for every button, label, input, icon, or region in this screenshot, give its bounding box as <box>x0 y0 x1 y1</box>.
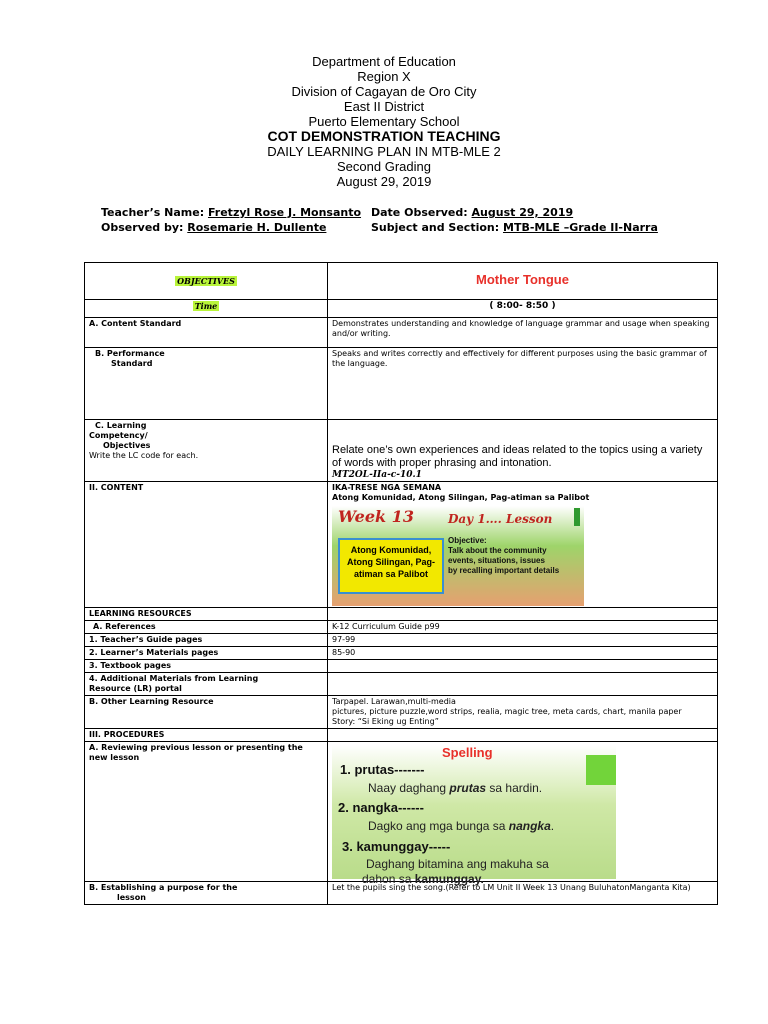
teacher-name-line <box>101 206 361 219</box>
observed-by-line <box>101 221 326 234</box>
objectives-header: OBJECTIVES <box>177 275 235 286</box>
competency-note: Write the LC code for each. <box>89 451 199 460</box>
performance-label: B. Performance <box>95 349 165 358</box>
table-row <box>85 634 718 647</box>
table-row <box>85 318 718 348</box>
purpose-label-2: lesson <box>117 893 146 902</box>
additional-materials-label-2: Resource (LR) portal <box>89 684 182 693</box>
other-resource-line: Story: “Si Eking ug Enting” <box>332 717 439 726</box>
purpose-text: Let the pupils sing the song.(Refer to LM Unit II Week 13 Unang BuluhatonManganta Kita) <box>328 882 718 905</box>
table-row <box>85 647 718 660</box>
spelling-sentence-3b: dahon sa kamunggay. <box>362 872 484 886</box>
table-row <box>85 420 718 482</box>
other-resource-label: B. Other Learning Resource <box>85 696 328 729</box>
spelling-title: Spelling <box>442 745 493 760</box>
time-label: Time <box>194 301 218 311</box>
date-observed-line <box>371 206 573 219</box>
header-line-school: Puerto Elementary School <box>308 114 460 129</box>
document-subtitle: DAILY LEARNING PLAN IN MTB-MLE 2 <box>267 144 501 159</box>
procedures-label: III. PROCEDURES <box>85 729 328 742</box>
additional-materials-label: 4. Additional Materials from Learning <box>89 674 259 683</box>
teacher-value: Fretzyl Rose J. Monsanto <box>207 206 362 219</box>
subject-header: Mother Tongue <box>476 272 569 287</box>
observed-value: Rosemarie H. Dullente <box>187 221 327 234</box>
other-resource-line: Tarpapel. Larawan,multi-media <box>332 697 456 706</box>
table-row <box>85 348 718 420</box>
content-label: II. CONTENT <box>85 482 328 608</box>
table-row <box>85 608 718 621</box>
textbook-label: 3. Textbook pages <box>85 660 328 673</box>
lesson-plan-table <box>84 262 718 905</box>
reviewing-label: A. Reviewing previous lesson or presenting the new lesson <box>85 742 328 882</box>
teachers-guide-label: 1. Teacher’s Guide pages <box>85 634 328 647</box>
performance-label-2: Standard <box>111 359 153 368</box>
date-value: August 29, 2019 <box>471 206 574 219</box>
banner-objective-line: by recalling important details <box>448 566 560 575</box>
competency-label-2: Competency/ <box>89 431 148 440</box>
banner-topic-box: Atong Komunidad, Atong Silingan, Pag-atiman sa Palibot <box>338 538 444 594</box>
grading-period: Second Grading <box>337 159 431 174</box>
date-label: Date Observed: <box>371 206 468 219</box>
week-banner-image <box>332 506 584 606</box>
teachers-guide-value: 97-99 <box>328 634 718 647</box>
spelling-green-square <box>586 755 616 785</box>
performance-text: Speaks and writes correctly and effectively for different purposes using the basic grammar of the language. <box>328 348 718 420</box>
spelling-word-3: 3. kamunggay----- <box>342 839 451 854</box>
spelling-word-2: 2. nangka------ <box>338 800 424 815</box>
competency-label: C. Learning <box>95 421 147 430</box>
observed-label: Observed by: <box>101 221 184 234</box>
subject-section-line <box>371 221 658 234</box>
teacher-label: Teacher’s Name: <box>101 206 205 219</box>
other-resource-line: pictures, picture puzzle,word strips, realia, magic tree, meta cards, chart, manila paper <box>332 707 682 716</box>
references-value: K-12 Curriculum Guide p99 <box>328 621 718 634</box>
content-topic: Atong Komunidad, Atong Silingan, Pag-atiman sa Palibot <box>332 493 590 502</box>
table-row <box>85 621 718 634</box>
competency-code: MT2OL-IIa-c-10.1 <box>332 470 422 480</box>
banner-objective-line: Talk about the community <box>448 546 547 555</box>
banner-week: Week 13 <box>338 507 414 526</box>
header-line-division: Division of Cagayan de Oro City <box>291 84 477 99</box>
document-header <box>0 54 768 189</box>
spelling-word-1: 1. prutas------- <box>340 762 425 777</box>
learners-materials-value: 85-90 <box>328 647 718 660</box>
header-line-dept: Department of Education <box>312 54 456 69</box>
table-row <box>85 729 718 742</box>
spelling-image <box>332 745 616 886</box>
table-row <box>85 300 718 318</box>
document-title: COT DEMONSTRATION TEACHING <box>267 128 501 144</box>
content-week: IKA-TRESE NGA SEMANA <box>332 483 442 492</box>
table-row <box>85 696 718 729</box>
resources-label: LEARNING RESOURCES <box>85 608 328 621</box>
subject-label: Subject and Section: <box>371 221 500 234</box>
banner-green-marker <box>574 508 580 526</box>
table-row <box>85 742 718 882</box>
banner-objective-line: events, situations, issues <box>448 556 545 565</box>
banner-objective-label: Objective: <box>448 536 487 545</box>
content-standard-text: Demonstrates understanding and knowledge of language grammar and usage when speaking and/or writing. <box>328 318 718 348</box>
learners-materials-label: 2. Learner’s Materials pages <box>85 647 328 660</box>
header-line-region: Region X <box>357 69 411 84</box>
spelling-sentence-1: Naay daghang prutas sa hardin. <box>368 781 543 795</box>
competency-text: Relate one’s own experiences and ideas related to the topics using a variety of words with proper phrasing and intonation. <box>332 444 703 469</box>
document-date: August 29, 2019 <box>336 174 432 189</box>
content-standard-label: A. Content Standard <box>85 318 328 348</box>
table-row <box>85 673 718 696</box>
banner-day: Day 1…. Lesson <box>448 512 553 526</box>
header-line-district: East II District <box>343 99 425 114</box>
subject-value: MTB-MLE –Grade II-Narra <box>503 221 658 234</box>
spelling-sentence-3: Daghang bitamina ang makuha sa <box>366 857 549 871</box>
table-row <box>85 660 718 673</box>
banner-objective <box>448 536 559 576</box>
references-label: A. References <box>85 621 328 634</box>
purpose-label: B. Establishing a purpose for the <box>89 883 238 892</box>
table-row <box>85 263 718 300</box>
competency-label-3: Objectives <box>103 441 151 450</box>
table-row <box>85 482 718 608</box>
time-value: ( 8:00- 8:50 ) <box>328 300 718 318</box>
spelling-sentence-2: Dagko ang mga bunga sa nangka. <box>368 819 555 833</box>
